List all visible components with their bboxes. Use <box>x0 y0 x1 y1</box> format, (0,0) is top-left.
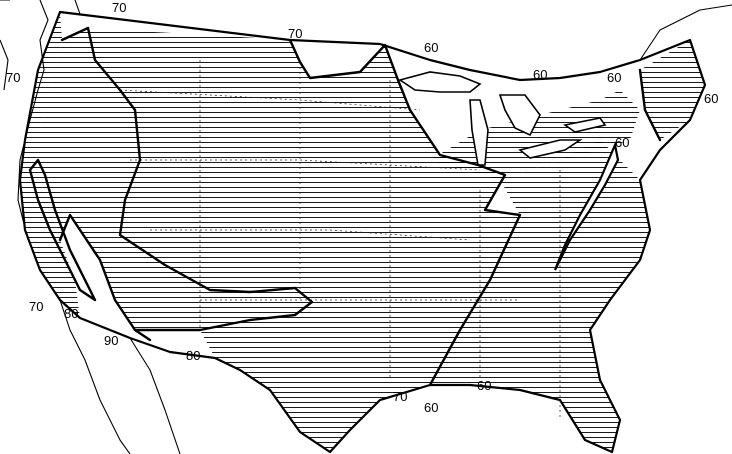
iso-70-dakota: 70 <box>288 26 303 41</box>
canada-top-mark <box>75 0 80 14</box>
iso-60-appalachia: 60 <box>615 135 630 150</box>
iso-70-california: 70 <box>29 299 44 314</box>
iso-60-louisiana: 60 <box>424 400 439 415</box>
iso-70-top-pacific: 70 <box>112 0 127 15</box>
isotherm-arizona <box>135 330 150 340</box>
iso-60-new-york: 60 <box>607 70 622 85</box>
iso-60-michigan: 60 <box>533 67 548 82</box>
lake-superior <box>400 72 480 92</box>
iso-70-texas: 70 <box>393 389 408 404</box>
iso-60-maine: 60 <box>704 91 719 106</box>
iso-90-baja: 90 <box>104 333 119 348</box>
iso-60-gulf: 60 <box>477 378 492 393</box>
iso-80-california: 80 <box>64 306 79 321</box>
iso-70-northwest: 70 <box>6 70 21 85</box>
iso-80-arizona: 80 <box>186 348 201 363</box>
mexico-coast <box>130 338 180 454</box>
iso-60-minnesota: 60 <box>424 40 439 55</box>
